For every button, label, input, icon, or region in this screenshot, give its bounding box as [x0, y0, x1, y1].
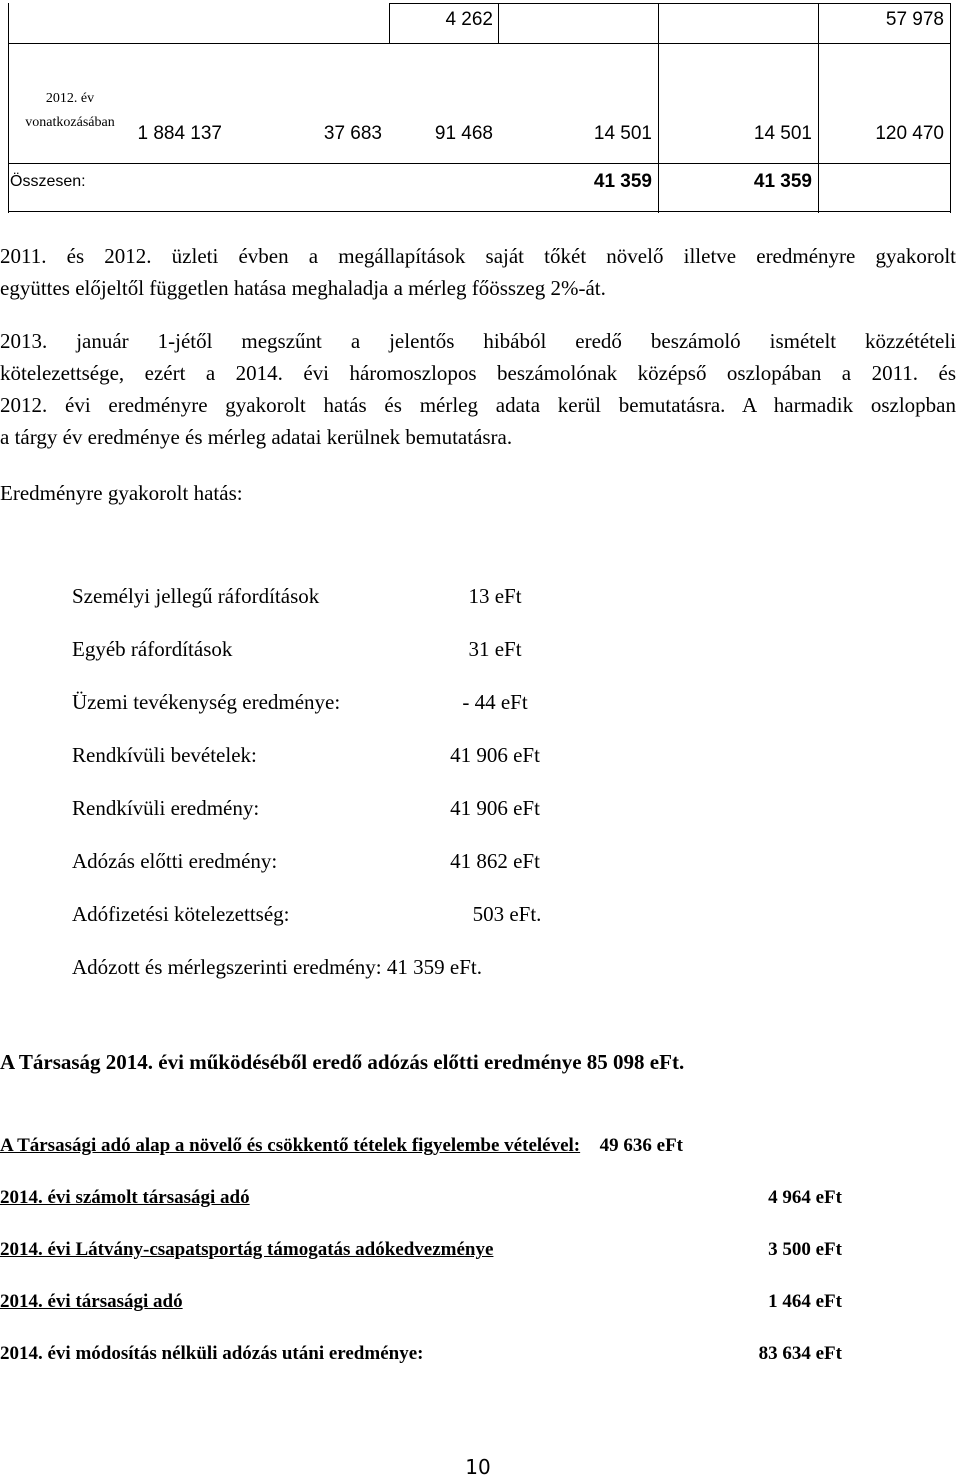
table-cell: 14 501 — [753, 123, 812, 144]
tax-base-value: 49 636 eFt — [599, 1135, 684, 1156]
row-label — [10, 87, 130, 135]
result-label: Egyéb ráfordítások — [72, 637, 233, 661]
text-line: együttes előjeltől független hatása meghaladja a mérleg főösszeg 2%-át. — [0, 276, 606, 300]
table-cell: 120 470 — [875, 123, 944, 144]
table-cell: 41 359 — [593, 171, 652, 192]
result-value: 41 906 eFt — [450, 796, 540, 820]
row-label-line: vonatkozásában — [25, 115, 115, 130]
result-label: Rendkívüli bevételek: — [72, 743, 257, 767]
table-row-divider — [8, 163, 951, 164]
table-cell: 41 359 — [753, 171, 812, 192]
table-divider — [818, 3, 819, 213]
text-line: 2012. évi eredményre gyakorolt hatás és mérleg adata kerül bemutatásra. A harmadik oszlopban — [0, 393, 956, 417]
table-cell: 4 262 — [445, 9, 493, 30]
tax-line-text: 2014. évi társasági adó — [0, 1291, 183, 1312]
tax-line-text: 2014. évi számolt társasági adó — [0, 1187, 250, 1208]
text-line: 2011. és 2012. üzleti évben a megállapítások saját tőkét növelő illetve eredményre gyakorolt — [0, 244, 956, 268]
tax-line-value: 4 964 eFt — [768, 1187, 842, 1208]
tax-line-value: 1 464 eFt — [768, 1291, 842, 1312]
table-border-left — [8, 3, 9, 213]
result-label: Személyi jellegű ráfordítások — [72, 584, 320, 608]
result-label: Adózás előtti eredmény: — [72, 849, 278, 873]
tax-line-value: 3 500 eFt — [768, 1239, 842, 1260]
after-tax-result: Adózott és mérlegszerinti eredmény: 41 359 eFt. — [72, 955, 482, 979]
tax-line-label: 2014. évi módosítás nélküli adózás utáni eredménye: — [0, 1343, 424, 1364]
result-label: Üzemi tevékenység eredménye: — [72, 690, 341, 714]
paragraph-materiality — [0, 240, 956, 304]
result-value: 503 eFt. — [472, 902, 542, 926]
result-value: 41 906 eFt — [450, 743, 540, 767]
result-label: Adófizetési kötelezettség: — [72, 902, 290, 926]
section-heading: Eredményre gyakorolt hatás: — [0, 481, 243, 505]
table-cell: 57 978 — [885, 9, 944, 30]
table-cell: 91 468 — [434, 123, 493, 144]
text-line: kötelezettsége, ezért a 2014. évi háromoszlopos beszámolónak középső oszlopában a 2011. és — [0, 361, 956, 385]
table-border-top — [389, 3, 951, 4]
tax-line-text: 2014. évi Látvány-csapatsportág támogatás adókedvezménye — [0, 1239, 494, 1260]
result-value: 41 862 eFt — [450, 849, 540, 873]
tax-line-label — [0, 1291, 183, 1313]
result-value: 13 eFt — [468, 584, 522, 608]
result-label: Rendkívüli eredmény: — [72, 796, 260, 820]
company-result: A Társaság 2014. évi működéséből eredő adózás előtti eredménye 85 098 eFt. — [0, 1050, 685, 1074]
tax-line-label — [0, 1239, 493, 1261]
tax-base-line — [0, 1135, 683, 1157]
data-table — [8, 3, 952, 213]
table-cell: 37 683 — [323, 123, 382, 144]
row-label-line: 2012. év — [45, 91, 95, 106]
paragraph-disclosure — [0, 325, 956, 453]
total-label: Összesen: — [10, 173, 86, 190]
page-number: 10 — [465, 1455, 491, 1479]
tax-line-value: 83 634 eFt — [758, 1343, 842, 1364]
table-cell: 1 884 137 — [137, 123, 222, 144]
text-line: 2013. január 1-jétől megszűnt a jelentős hibából eredő beszámoló ismételt közzétételi — [0, 329, 956, 353]
tax-base-label: A Társasági adó alap a növelő és csökkentő tételek figyelembe vételével: — [0, 1135, 581, 1156]
table-border-right — [950, 3, 951, 213]
result-value: 31 eFt — [468, 637, 522, 661]
table-row-divider — [8, 43, 951, 44]
table-divider — [498, 3, 499, 43]
text-line: a tárgy év eredménye és mérleg adatai kerülnek bemutatásra. — [0, 425, 513, 449]
table-cell: 14 501 — [593, 123, 652, 144]
result-value: - 44 eFt — [462, 690, 528, 714]
table-border-bottom — [8, 211, 951, 212]
tax-line-label — [0, 1187, 250, 1209]
